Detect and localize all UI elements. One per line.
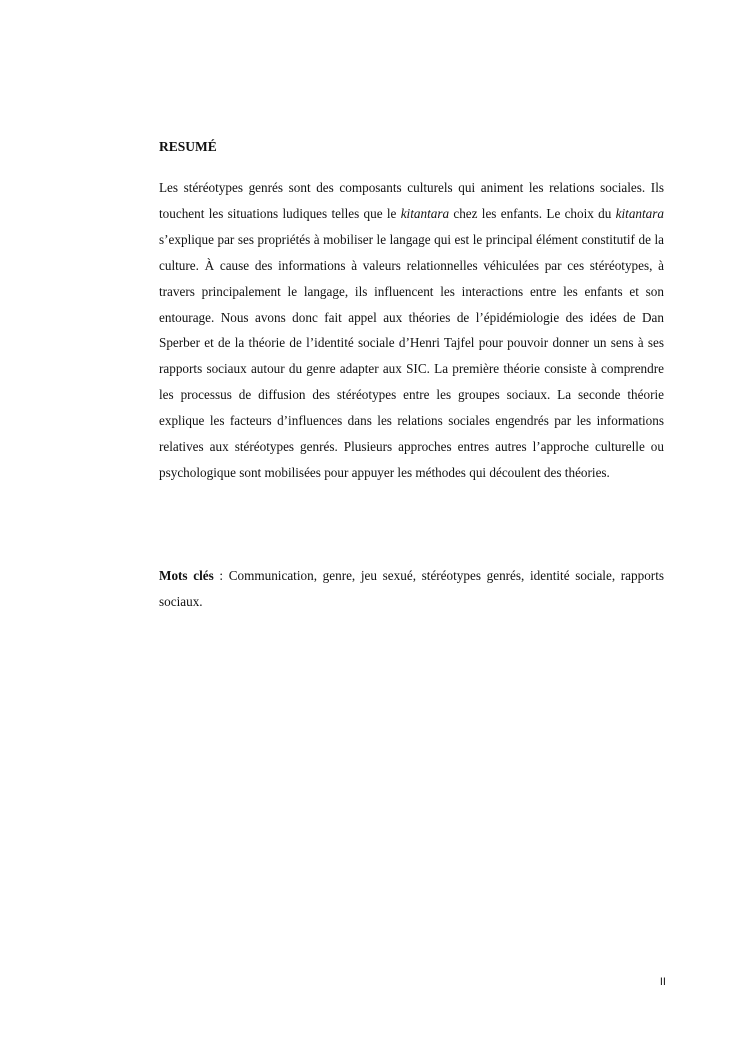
- abstract-text-1: Les stéréotypes genrés sont des composants culturels qui animent les relations sociales. Ils touchent les situations ludiques telles que le: [159, 180, 664, 221]
- abstract-text-2: chez les enfants. Le choix du: [449, 205, 616, 221]
- abstract-paragraph: [159, 175, 664, 486]
- abstract-text-3: s’explique par ses propriétés à mobiliser le langage qui est le principal élément constitutif de la culture. À cause des informations à valeurs relationnelles véhiculées par ces stéréotypes, à travers principalement le langage, ils influencent les interactions entre les enfants et son entourage. Nous avons donc fait appel aux théories de l’épidémiologie des idées de Dan Sperber et de la théorie de l’identité sociale d’Henri Tajfel pour pouvoir donner un sens à ses rapports sociaux autour du genre adapter aux SIC. La première théorie consiste à comprendre les processus de diffusion des stéréotypes entre les groupes sociaux. La seconde théorie explique les facteurs d’influences dans les relations sociales engendrés par les informations relatives aux stéréotypes genrés. Plusieurs approches entres autres l’approche culturelle ou psychologique sont mobilisées pour appuyer les méthodes qui découlent des théories.: [159, 231, 664, 480]
- abstract-italic-term-2: kitantara: [615, 205, 664, 221]
- page-number: II: [659, 976, 666, 988]
- abstract-italic-term-1: kitantara: [400, 205, 450, 221]
- keywords-paragraph: [159, 563, 664, 615]
- keywords-text: : Communication, genre, jeu sexué, stéréotypes genrés, identité sociale, rapports sociaux.: [159, 568, 664, 609]
- keywords-label: Mots clés: [159, 568, 214, 583]
- section-heading: RESUMÉ: [159, 139, 217, 154]
